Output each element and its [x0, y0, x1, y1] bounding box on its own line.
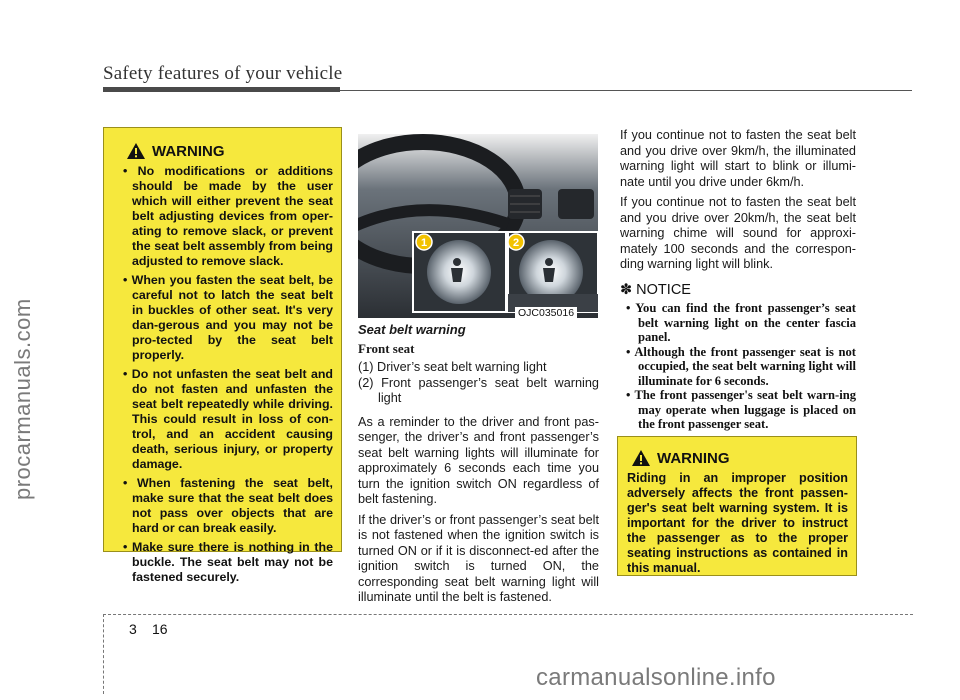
warning-triangle-icon — [631, 449, 651, 467]
side-watermark: procarmanuals.com — [10, 298, 35, 500]
list-item-2: (2) Front passenger’s seat belt warning light — [358, 375, 599, 405]
warning-heading-text: WARNING — [657, 449, 730, 467]
section-title: Seat belt warning — [358, 322, 466, 337]
right-column — [620, 128, 856, 432]
notice-item: • Although the front passenger seat is not occupied, the seat belt warning light will illuminate for 6 seconds. — [620, 345, 856, 389]
warning-heading-right — [631, 449, 848, 467]
paragraph: If the driver’s or front passenger’s seat belt is not fastened when the ignition switch is turned ON or if it is disconnect-ed after the ignition switch is turned ON, the corresponding seat belt warning light will illuminate until the belt is fastened. — [358, 512, 599, 604]
warning-triangle-icon — [126, 142, 146, 160]
middle-column — [358, 322, 599, 611]
warning-heading-text: WARNING — [152, 142, 225, 160]
page-header-title: Safety features of your vehicle — [103, 63, 343, 84]
warning-item: • Do not unfasten the seat belt and do not fasten and unfasten the seat belt repeatedly while driving. This could result in loss of con-trol, and an accident causing death, serious injury, or property damage. — [118, 367, 333, 472]
paragraph: If you continue not to fasten the seat belt and you drive over 20km/h, the seat belt warning chime will sound for approxi-mately 100 seconds and the correspon-ding warning light will blink. — [620, 195, 856, 271]
warning-item: • When fastening the seat belt, make sure that the seat belt does not pass over objects that are hard or can break easily. — [118, 476, 333, 536]
figure-code: OJC035016 — [515, 307, 577, 319]
warning-text-right: Riding in an improper position adversely affects the front passen-ger's seat belt warning system. It is important for the driver to instruct the passenger as to the proper seating instructions as contained in this manual. — [627, 471, 848, 575]
notice-item: • You can find the front passenger’s seat belt warning light on the center fascia panel. — [620, 301, 856, 345]
paragraph: If you continue not to fasten the seat belt and you drive over 9km/h, the illuminated warning light will start to blink or illumi-nate until you drive under 6km/h. — [620, 128, 856, 189]
page-number: 16 — [152, 621, 168, 637]
figure-label-2: 2 — [512, 237, 520, 249]
warning-box-right — [617, 436, 857, 576]
dashboard-illustration — [358, 134, 598, 318]
subheading-front-seat: Front seat — [358, 340, 415, 356]
warning-heading-left — [126, 142, 333, 160]
warning-box-left — [103, 127, 342, 584]
header-rule-thin — [340, 90, 912, 91]
figure-label-1: 1 — [420, 237, 428, 249]
footer-rule — [103, 614, 913, 615]
paragraph: As a reminder to the driver and front pas-senger, the driver’s and front passenger’s seat belt warning lights will illuminate for approximately 6 seconds each time you turn the ignition switch ON regardless of belt fastening. — [358, 414, 599, 506]
footer-vertical-rule — [103, 614, 104, 694]
bottom-watermark: carmanualsonline.info — [536, 664, 776, 691]
notice-item: • The front passenger's seat belt warn-ing may operate when luggage is placed on the front passenger seat. — [620, 388, 856, 432]
chapter-number: 3 — [129, 621, 137, 637]
notice-list — [620, 301, 856, 432]
notice-title: ✽ NOTICE — [620, 281, 691, 298]
header-rule-thick — [103, 87, 340, 92]
warning-list-left — [118, 164, 333, 585]
warning-item: • When you fasten the seat belt, be careful not to latch the seat belt in buckles of other seat. It's very dan-gerous and you may not be pro-tected by the seat belt properly. — [118, 273, 333, 363]
warning-item: • No modifications or additions should be made by the user which will either prevent the seat belt adjusting devices from oper-ating to remove slack, or prevent the seat belt assembly from being adjusted to remove slack. — [118, 164, 333, 269]
list-item-1: (1) Driver’s seat belt warning light — [358, 360, 547, 374]
dashboard-photo — [358, 134, 598, 318]
warning-item: • Make sure there is nothing in the buckle. The seat belt may not be fastened securely. — [118, 540, 333, 585]
